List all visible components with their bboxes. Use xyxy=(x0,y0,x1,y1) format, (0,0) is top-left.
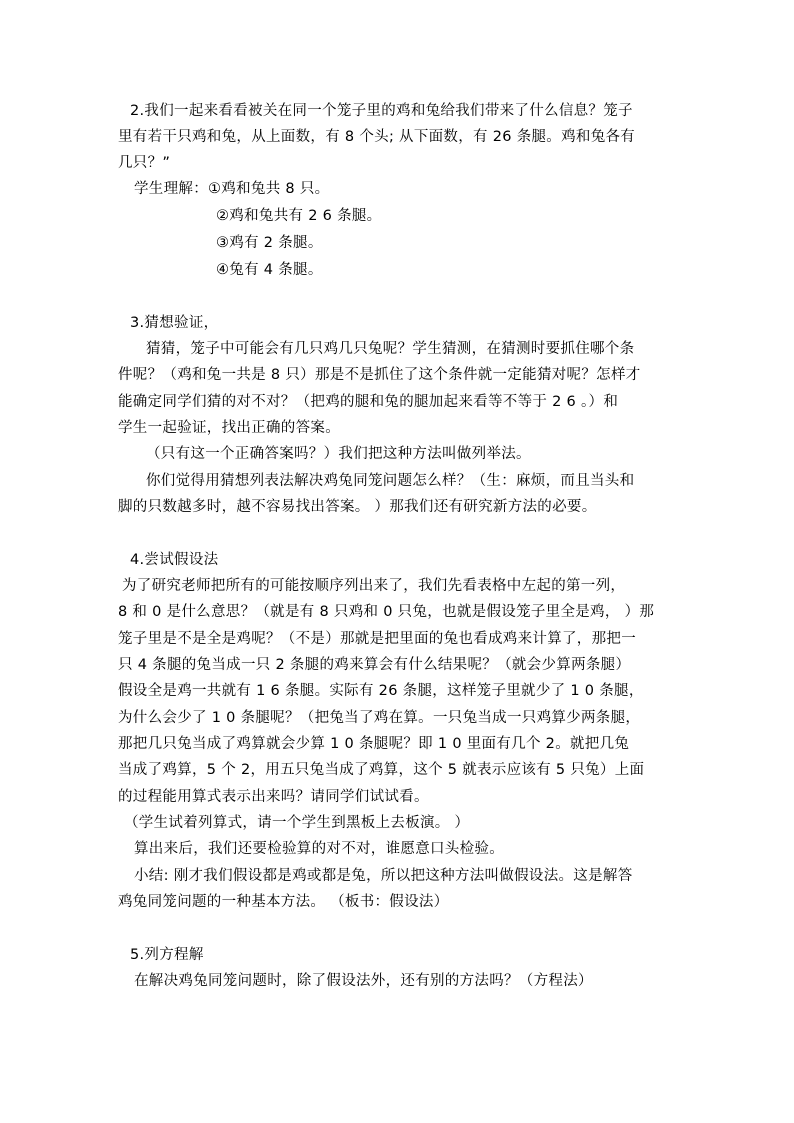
section-heading: 5.列方程解 xyxy=(130,947,204,963)
text-line: 当成了鸡算，5 个 2，用五只兔当成了鸡算，这个 5 就表示应该有 5 只兔）上面 xyxy=(118,762,645,778)
text-line: 只 4 条腿的兔当成一只 2 条腿的鸡来算会有什么结果呢？（就会少算两条腿） xyxy=(118,657,631,673)
text-line: 那把几只兔当成了鸡算就会少算 1 0 条腿呢？即 1 0 里面有几个 2。就把几兔 xyxy=(118,736,630,752)
text-line: 学生理解：①鸡和兔共 8 只。 xyxy=(134,181,330,197)
text-line: 里有若干只鸡和兔，从上面数，有 8 个头; 从下面数，有 26 条腿。鸡和兔各有 xyxy=(118,129,636,145)
text-line: 你们觉得用猜想列表法解决鸡兔同笼问题怎么样？（生：麻烦，而且当头和 xyxy=(146,473,635,489)
text-line: 小结: 刚才我们假设都是鸡或都是兔，所以把这种方法叫做假设法。这是解答 xyxy=(134,868,633,884)
text-line: 假设全是鸡一共就有 1 6 条腿。实际有 26 条腿，这样笼子里就少了 1 0 条腿， xyxy=(118,683,644,699)
text-line: 为了研究老师把所有的可能按顺序列出来了，我们先看表格中左起的第一列， xyxy=(122,578,626,594)
text-line: 能确定同学们猜的对不对？（把鸡的腿和兔的腿加起来看等不等于 2 6 。）和 xyxy=(118,394,619,410)
text-line: 8 和 0 是什么意思？（就是有 8 只鸡和 0 只兔，也就是假设笼子里全是鸡， ）那 xyxy=(118,604,655,620)
text-line: 在解决鸡兔同笼问题时，除了假设法外，还有别的方法吗？（方程法） xyxy=(134,973,593,989)
text-line: 件呢？（鸡和兔一共是 8 只）那是不是抓住了这个条件就一定能猜对呢？怎样才 xyxy=(118,367,641,383)
text-line: 几只？” xyxy=(118,155,171,171)
text-line: 脚的只数越多时，越不容易找出答案。 ）那我们还有研究新方法的必要。 xyxy=(118,499,597,515)
text-line: 的过程能用算式表示出来吗？请同学们试试看。 xyxy=(118,789,429,805)
text-line: 算出来后，我们还要检验算的对不对，谁愿意口头检验。 xyxy=(134,841,504,857)
section-heading: 3.猜想验证， xyxy=(130,315,219,331)
text-line: ③鸡有 2 条腿。 xyxy=(216,235,323,251)
text-line: （只有这一个正确答案吗？）我们把这种方法叫做列举法。 xyxy=(146,446,531,462)
text-line: 2.我们一起来看看被关在同一个笼子里的鸡和兔给我们带来了什么信息？笼子 xyxy=(130,103,633,119)
text-line: 猜猜，笼子中可能会有几只鸡几只兔呢？学生猜测，在猜测时要抓住哪个条 xyxy=(146,341,635,357)
text-line: ④兔有 4 条腿。 xyxy=(216,262,323,278)
section-heading: 4.尝试假设法 xyxy=(130,552,219,568)
text-line: （学生试着列算式，请一个学生到黑板上去板演。 ） xyxy=(124,815,470,831)
text-line: 鸡兔同笼问题的一种基本方法。 （板书：假设法） xyxy=(118,894,449,910)
text-line: 为什么会少了 1 0 条腿呢？（把兔当了鸡在算。一只兔当成一只鸡算少两条腿， xyxy=(118,710,641,726)
text-line: 学生一起验证，找出正确的答案。 xyxy=(118,420,340,436)
text-line: 笼子里是不是全是鸡呢？（不是）那就是把里面的兔也看成鸡来计算了，那把一 xyxy=(118,631,636,647)
text-line: ②鸡和兔共有 2 6 条腿。 xyxy=(216,208,382,224)
